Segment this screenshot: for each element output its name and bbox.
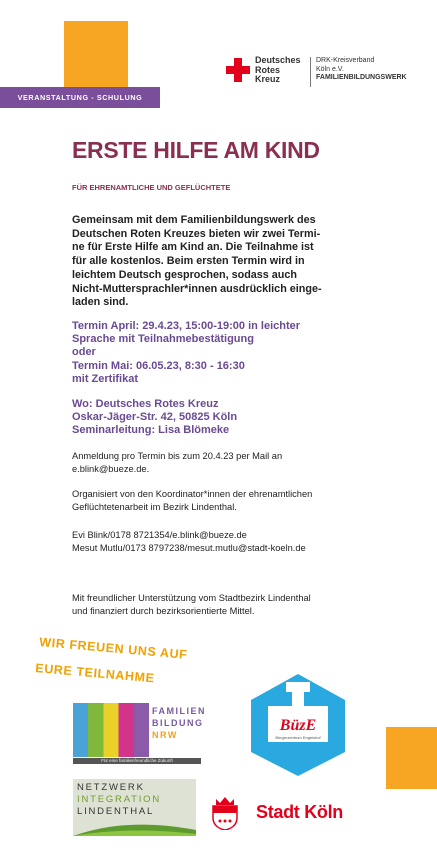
buze-subtitle: Bürgerzentrum Engelshof [275, 735, 321, 740]
category-banner: VERANSTALTUNG - SCHULUNG [0, 87, 160, 108]
familienbildung-logo: FAMILIEN BILDUNG NRW Für eine familienfreundliche Zukunft [73, 703, 201, 763]
stadt-koeln-wordmark: Stadt Köln [256, 802, 343, 822]
organiser-text: Organisiert von den Koordinator*innen der ehrenamtlichen Geflüchtetenarbeit im Bezirk Lindenthal. [72, 489, 313, 512]
slogan-line-1: WIR FREUEN UNS AUF [38, 635, 188, 662]
location-block: Wo: Deutsches Rotes Kreuz Oskar-Jäger-Str. 42, 50825 Köln Seminarleitung: Lisa Blömeke [72, 398, 238, 437]
orange-accent-block-bottom [386, 727, 437, 789]
support-text: Mit freundlicher Unterstützung vom Stadtbezirk Lindenthal und finanziert durch bezirksorientierte Mittel. [72, 593, 311, 616]
buze-wordmark: BüzE [279, 717, 317, 734]
orange-accent-block [64, 21, 128, 87]
registration-text: Anmeldung pro Termin bis zum 20.4.23 per Mail an e.blink@bueze.de. [72, 451, 283, 474]
green-wave-icon [73, 820, 196, 836]
cologne-crest-icon [210, 796, 240, 830]
buze-logo [248, 672, 348, 778]
intro-paragraph: Gemeinsam mit dem Familienbildungswerk des Deutschen Roten Kreuzes bieten wir zwei Termi- ne für Erste Hilfe am Kind an. Die Teilnahme ist für alle kostenlos. Beim ersten Termin wird in leichtem Deutsch gesprochen, sodass auch Nicht-Muttersprachler*innen ausdrücklich einge- laden sind. [72, 214, 322, 309]
red-cross-icon [226, 58, 250, 82]
family-silhouettes-image [73, 703, 149, 757]
drk-logo-name: Deutsches Rotes Kreuz [255, 55, 301, 84]
contacts-text: Evi Blink/0178 8721354/e.blink@bueze.de Mesut Mutlu/0173 8797238/mesut.mutlu@stadt-koeln.de [72, 530, 306, 553]
drk-organisation: DRK-Kreisverband Köln e.V. FAMILIENBILDUNGSWERK [316, 57, 407, 82]
netzwerk-integration-logo: NETZWERK INTEGRATION LINDENTHAL [73, 779, 196, 836]
page-subtitle: FÜR EHRENAMTLICHE UND GEFLÜCHTETE [72, 183, 231, 192]
slogan-line-2: EURE TEILNAHME [34, 661, 156, 686]
page-title: ERSTE HILFE AM KIND [72, 137, 320, 163]
dates-block: Termin April: 29.4.23, 15:00-19:00 in leichter Sprache mit Teilnahmebestätigung oder Termin Mai: 06.05.23, 8:30 - 16:30 mit Zertifikat [72, 320, 301, 385]
logo-divider [310, 57, 311, 87]
